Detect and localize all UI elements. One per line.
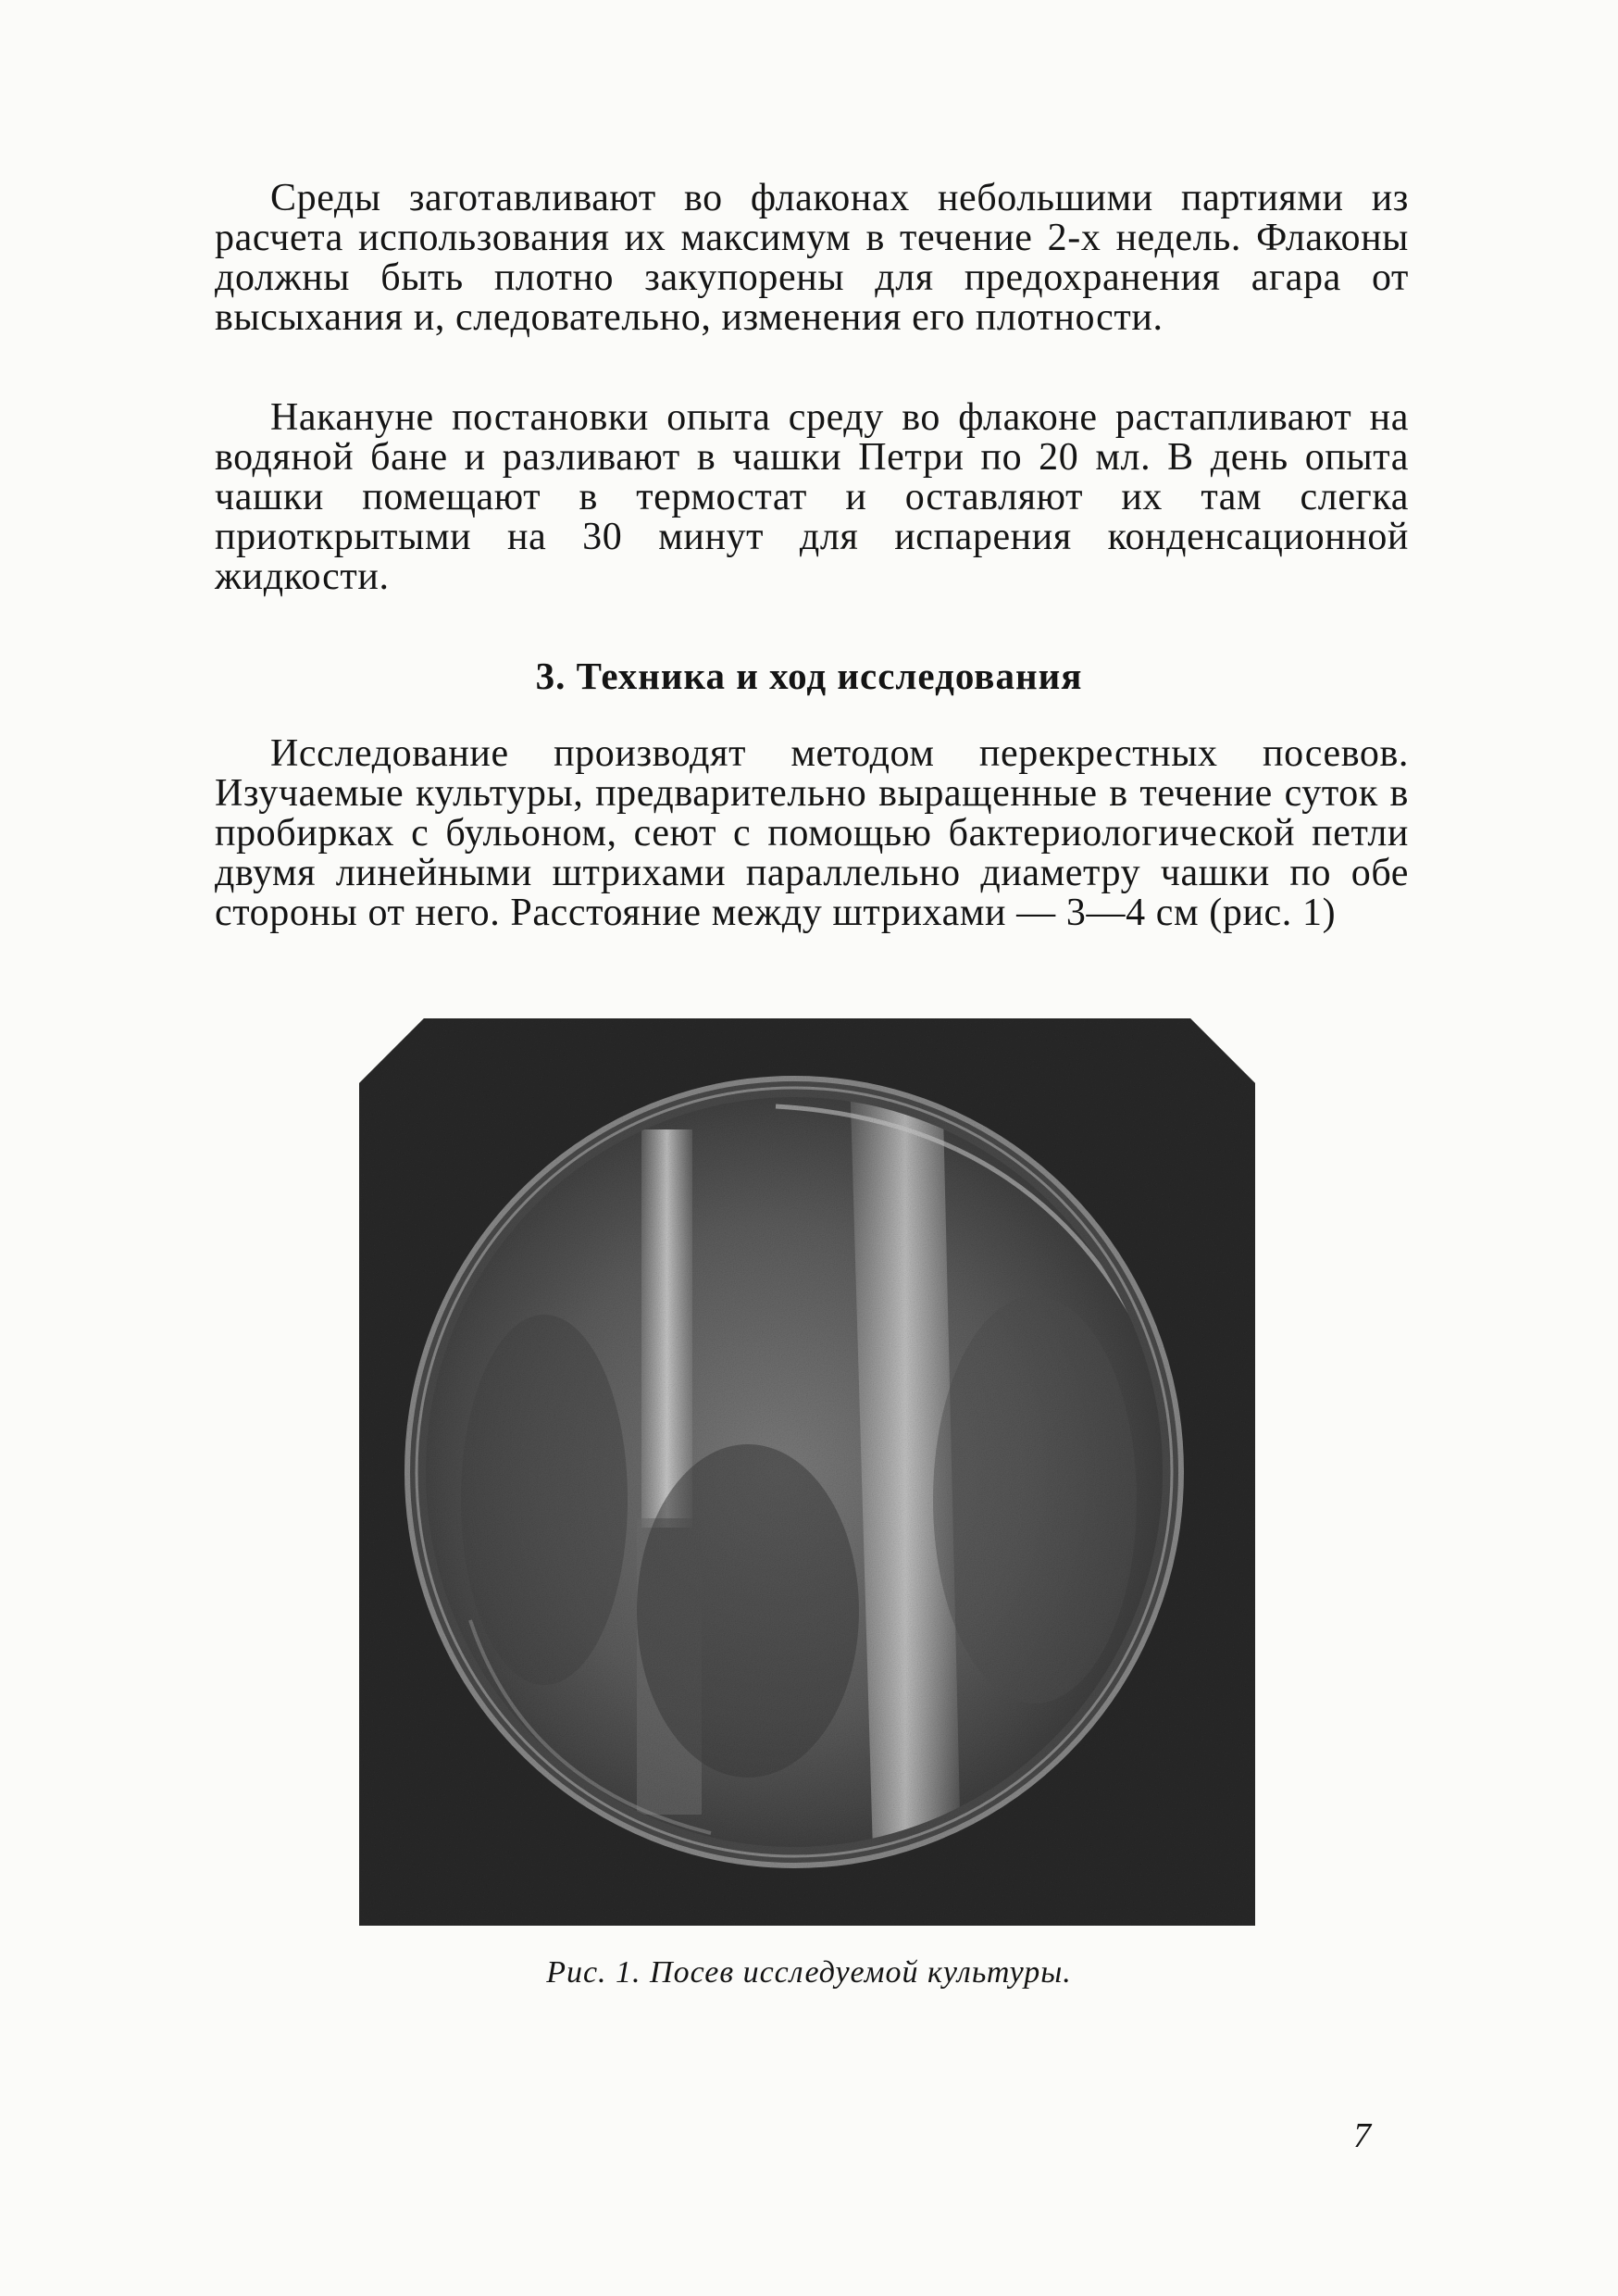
paragraph-text: Накануне постановки опыта среду во флаконе растапливают на водяной бане и разливают в чашки Петри по 20 мл. В день опыта чашки помещают в термостат и оставляют их там слегка приоткрытыми на 30 минут для испарения конденсационной жидкости. [215, 396, 1409, 598]
section-heading: 3. Техника и ход исследования [535, 655, 1083, 697]
paragraph-media-preparation [215, 398, 1409, 597]
petri-dish-photo [359, 1018, 1255, 1926]
paragraph-text: Исследование производят методом перекрестных посевов. Изучаемые культуры, предварительно выращенные в течение суток в пробирках с бульоном, сеют с помощью бактериологической петли двумя линейными штрихами параллельно диаметру чашки по обе стороны от него. Расстояние между штрихами — 3—4 см (рис. 1) [215, 732, 1409, 934]
page-number: 7 [1353, 2116, 1371, 2155]
paragraph-method [215, 734, 1409, 933]
culture-streak-left [641, 1129, 692, 1528]
paragraph-text: Среды заготавливают во флаконах небольшими партиями из расчета использования их максимум в течение 2-х недель. Флаконы должны быть плотно закупорены для предохранения агара от высыхания и, следовательно, изменения его плотности. [215, 177, 1409, 339]
paragraph-media-storage [215, 179, 1409, 338]
figure-caption: Рис. 1. Посев исследуемой культуры. [546, 1955, 1072, 1990]
